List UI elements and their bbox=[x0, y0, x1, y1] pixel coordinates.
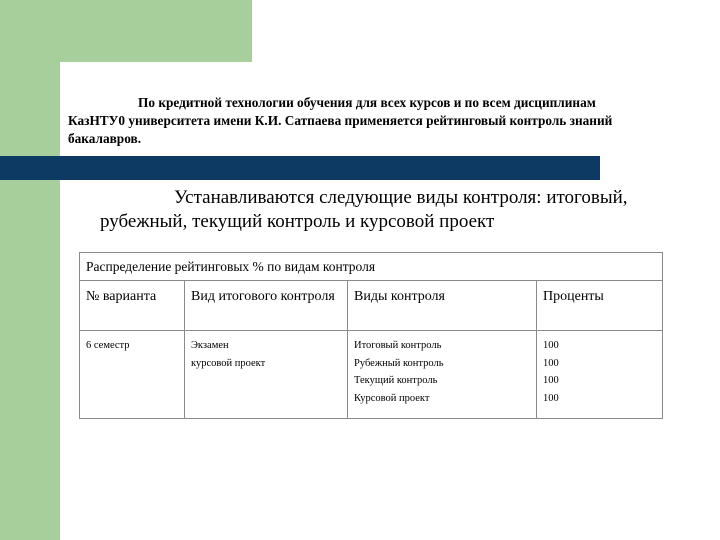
control-type-item: Рубежный контроль bbox=[354, 357, 444, 369]
control-type-item: Текущий контроль bbox=[354, 375, 438, 386]
percent-value: 100 bbox=[543, 375, 559, 386]
header-variant: № варианта bbox=[80, 281, 185, 331]
header-final-control: Вид итогового контроля bbox=[185, 281, 348, 331]
table-row bbox=[80, 331, 663, 419]
control-type-item: Курсовой проект bbox=[354, 392, 430, 404]
variant-value: 6 семестр bbox=[86, 340, 130, 351]
table-caption-row bbox=[80, 253, 663, 281]
final-control-item: Экзамен bbox=[191, 340, 229, 351]
rating-distribution-table bbox=[79, 252, 663, 419]
intro-paragraph: По кредитной технологии обучения для всех курсов и по всем дисциплинам КазНТУ0 университета имени К.И. Сатпаева применяется рейтинговый контроль знаний бакалавров. bbox=[68, 95, 613, 146]
decorative-navy-band bbox=[0, 156, 600, 180]
header-percents: Проценты bbox=[537, 281, 663, 331]
cell-control-types bbox=[348, 331, 537, 419]
table-caption: Распределение рейтинговых % по видам контроля bbox=[80, 253, 663, 281]
control-type-item: Итоговый контроль bbox=[354, 340, 442, 351]
header-control-types: Виды контроля bbox=[348, 281, 537, 331]
cell-variant bbox=[80, 331, 185, 419]
percent-value: 100 bbox=[543, 357, 559, 369]
cell-final-control bbox=[185, 331, 348, 419]
cell-percents bbox=[537, 331, 663, 419]
decorative-green-bar-left bbox=[0, 0, 60, 540]
final-control-item: курсовой проект bbox=[191, 357, 266, 369]
control-types-heading: Устанавливаются следующие виды контроля: итоговый, рубежный, текущий контроль и курсовой проект bbox=[100, 187, 628, 232]
percent-value: 100 bbox=[543, 340, 559, 351]
percent-value: 100 bbox=[543, 392, 559, 404]
table-header-row bbox=[80, 281, 663, 331]
